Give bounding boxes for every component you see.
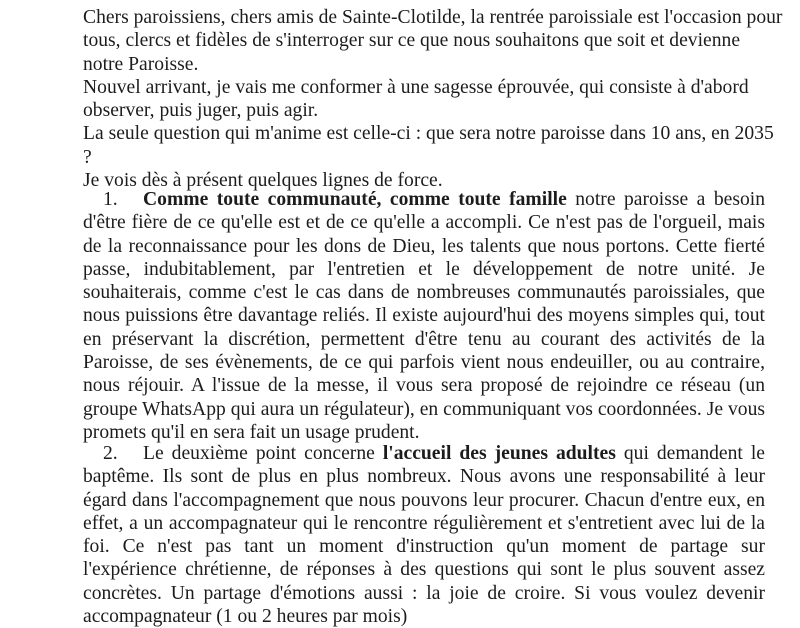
point-2	[83, 442, 765, 628]
point-1-paragraph	[83, 188, 765, 444]
point-1	[83, 188, 765, 444]
intro-paragraph-greeting: Chers paroissiens, chers amis de Sainte-Clotilde, la rentrée paroissiale est l'occasion pour tous, clercs et fidèles de s'interroger sur ce que nous souhaitons que soit et devienne notre Paroisse.	[83, 7, 783, 75]
intro-paragraph-newcomer: Nouvel arrivant, je vais me conformer à une sagesse éprouvée, qui consiste à d'abord observer, puis juger, puis agir.	[83, 76, 749, 122]
point-1-body-text: notre paroisse a besoin d'être fière de ce qu'elle est et de ce qu'elle a accompli. Ce n'est pas de l'orgueil, mais de la reconnaissance pour les dons de Dieu, les talents que nous portons. Cette fierté passe, indubitablement, par l'entretien et le développement de notre unité. Je souhaiterais, comme c'est le cas dans de nombreuses communautés paroissiales, que nous puissions être davantage reliés. Il existe aujourd'hui des moyens simples qui, tout en préservant la discrétion, permettent d'être tenu au courant des activités de la Paroisse, de ses évènements, de ce qui parfois vient nous endeuiller, ou au contraire, nous réjouir. A l'issue de la messe, il vous sera proposé de rejoindre ce réseau (un groupe WhatsApp qui aura un régulateur), en communiquant vos coordonnées. Je vous promets qu'il en sera fait un usage prudent.	[83, 189, 765, 443]
point-2-body-text: qui demandent le baptême. Ils sont de plus en plus nombreux. Nous avons une responsabilité à leur égard dans l'accompagnement que nous pouvons leur procurer. Chacun d'entre eux, en effet, a un accompagnateur qui le rencontre régulièrement et s'entretient avec lui de la foi. Ce n'est pas tant un moment d'instruction qu'un moment de partage sur l'expérience chrétienne, de réponses à des questions qui sont le plus souvent assez concrètes. Un partage d'émotions aussi : la joie de croire. Si vous voulez devenir accompagnateur (1 ou 2 heures par mois)	[83, 443, 765, 628]
point-1-number: 1.	[103, 189, 118, 210]
point-2-pre-text: Le deuxième point concerne	[143, 443, 383, 464]
point-2-paragraph	[83, 442, 765, 628]
point-1-bold-lead: Comme toute communauté, comme toute famille	[143, 189, 567, 210]
point-2-bold-lead: l'accueil des jeunes adultes	[382, 443, 616, 464]
point-2-number: 2.	[103, 443, 118, 464]
intro-section	[83, 6, 783, 192]
intro-paragraph-question: La seule question qui m'anime est celle-ci : que sera notre paroisse dans 10 ans, en 2035 ?	[83, 123, 774, 168]
intro-paragraph-lines-of-force: Je vois dès à présent quelques lignes de force.	[83, 170, 443, 192]
